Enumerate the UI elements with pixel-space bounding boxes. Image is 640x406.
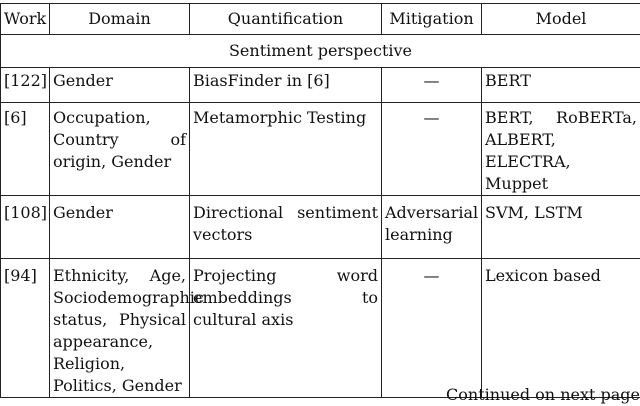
col-header-domain: Domain xyxy=(50,4,190,35)
work-cell: [6] xyxy=(1,103,50,196)
domain-cell: Gender xyxy=(50,68,190,103)
quantification-cell: BiasFinder in [6] xyxy=(190,68,382,103)
work-cell: [122] xyxy=(1,68,50,103)
col-header-quantification: Quantification xyxy=(190,4,382,35)
table-row xyxy=(1,196,640,259)
model-cell: BERT, RoBERTa, ALBERT, ELECTRA, Muppet xyxy=(482,103,640,196)
model-cell: Lexicon based xyxy=(482,259,640,398)
col-header-mitigation: Mitigation xyxy=(382,4,482,35)
work-cell: [108] xyxy=(1,196,50,259)
work-cell: [94] xyxy=(1,259,50,398)
bias-table xyxy=(0,3,640,398)
mitigation-cell: — xyxy=(382,103,482,196)
table-row xyxy=(1,103,640,196)
mitigation-cell: — xyxy=(382,259,482,398)
quantification-cell: Metamorphic Testing xyxy=(190,103,382,196)
mitigation-cell: — xyxy=(382,68,482,103)
quantification-cell: Directional sentiment vectors xyxy=(190,196,382,259)
domain-cell: Gender xyxy=(50,196,190,259)
col-header-model: Model xyxy=(482,4,640,35)
table-row xyxy=(1,68,640,103)
header-row xyxy=(1,4,640,35)
mitigation-cell: Adversarial learning xyxy=(382,196,482,259)
domain-cell: Ethnicity, Age, Sociodemographic status, Physical appearance, Religion, Politics, Gender xyxy=(50,259,190,398)
model-cell: SVM, LSTM xyxy=(482,196,640,259)
continued-note: Continued on next page xyxy=(446,384,640,406)
section-title: Sentiment perspective xyxy=(1,35,640,68)
domain-cell: Occupation, Country of origin, Gender xyxy=(50,103,190,196)
section-row xyxy=(1,35,640,68)
model-cell: BERT xyxy=(482,68,640,103)
table-row xyxy=(1,259,640,398)
col-header-work: Work xyxy=(1,4,50,35)
quantification-cell: Projecting word embeddings to cultural axis xyxy=(190,259,382,398)
